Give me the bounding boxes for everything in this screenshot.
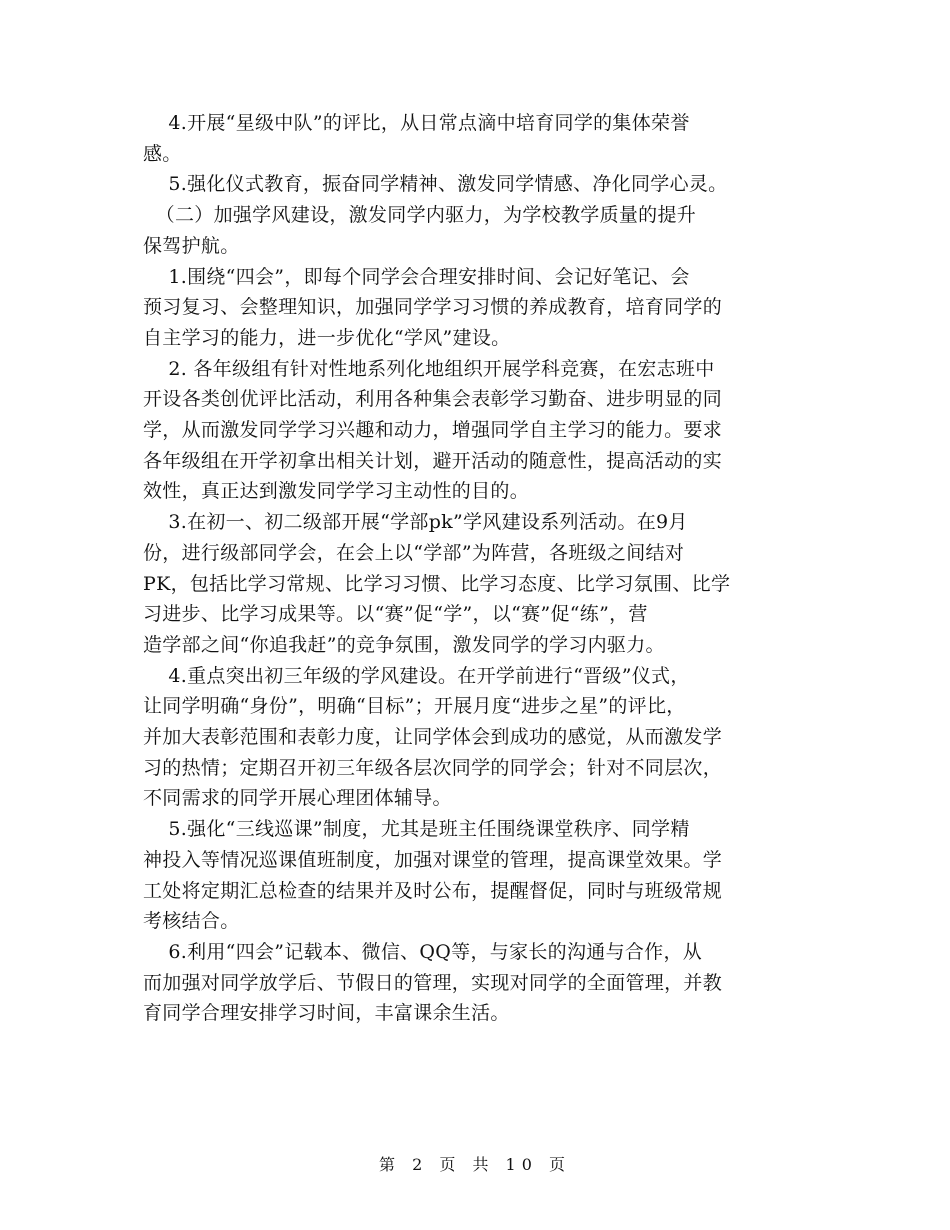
text-line: 并加大表彰范围和表彰力度，让同学体会到成功的感觉，从而激发学 [143, 726, 723, 749]
text-line: 开设各类创优评比活动，利用各种集会表彰学习勤奋、进步明显的同 [143, 388, 723, 411]
text-line: 工处将定期汇总检查的结果并及时公布，提醒督促，同时与班级常规 [143, 879, 723, 902]
page-footer: 第 2 页 共 10 页 [379, 1155, 571, 1174]
text-line: 不同需求的同学开展心理团体辅导。 [143, 787, 452, 810]
text-line: PK，包括比学习常规、比学习习惯、比学习态度、比学习氛围、比学 [143, 572, 731, 595]
paragraph [143, 200, 815, 261]
text-line: 1.围绕“四会”，即每个同学会合理安排时间、会记好笔记、会 [143, 265, 690, 288]
paragraph [143, 661, 815, 815]
text-line: 6.利用“四会”记载本、微信、QQ等，与家长的沟通与合作，从 [143, 940, 703, 963]
text-line: 3.在初一、初二级部开展“学部pk”学风建设系列活动。在9月 [143, 511, 688, 534]
document-body [143, 108, 815, 1029]
paragraph [143, 814, 815, 937]
text-line: 自主学习的能力，进一步优化“学风”建设。 [143, 326, 511, 349]
text-line: 2. 各年级组有针对性地系列化地组织开展学科竞赛，在宏志班中 [143, 357, 715, 380]
text-line: 而加强对同学放学后、节假日的管理，实现对同学的全面管理，并教 [143, 971, 723, 994]
paragraph [143, 169, 815, 200]
text-line: 学，从而激发同学学习兴趣和动力，增强同学自主学习的能力。要求 [143, 419, 723, 442]
paragraph [143, 937, 815, 1029]
text-line: 5.强化“三线巡课”制度，尤其是班主任围绕课堂秩序、同学精 [143, 818, 690, 841]
text-line: 育同学合理安排学习时间，丰富课余生活。 [143, 1002, 510, 1025]
text-line: 造学部之间“你追我赶”的竞争氛围，激发同学的学习内驱力。 [143, 633, 665, 656]
paragraph [143, 354, 815, 508]
text-line: （二）加强学风建设，激发同学内驱力，为学校教学质量的提升 [143, 204, 697, 227]
paragraph [143, 507, 815, 661]
text-line: 让同学明确“身份”，明确“目标”；开展月度“进步之星”的评比， [143, 695, 686, 718]
paragraph [143, 108, 815, 169]
text-line: 各年级组在开学初拿出相关计划，避开活动的随意性，提高活动的实 [143, 449, 723, 472]
text-line: 神投入等情况巡课值班制度，加强对课堂的管理，提高课堂效果。学 [143, 848, 723, 871]
text-line: 4.重点突出初三年级的学风建设。在开学前进行“晋级”仪式， [143, 664, 690, 687]
text-line: 感。 [143, 142, 182, 165]
text-line: 效性，真正达到激发同学学习主动性的目的。 [143, 480, 530, 503]
text-line: 4.开展“星级中队”的评比，从日常点滴中培育同学的集体荣誉 [143, 112, 690, 134]
text-line: 预习复习、会整理知识，加强同学学习习惯的养成教育，培育同学的 [143, 296, 723, 319]
text-line: 习的热情；定期召开初三年级各层次同学的同学会；针对不同层次， [143, 756, 723, 779]
paragraph [143, 262, 815, 354]
text-line: 考核结合。 [143, 910, 240, 933]
text-line: 保驾护航。 [143, 234, 240, 257]
text-line: 习进步、比学习成果等。以“赛”促“学”，以“赛”促“练”，营 [143, 603, 648, 626]
text-line: 份，进行级部同学会，在会上以“学部”为阵营，各班级之间结对 [143, 541, 685, 564]
text-line: 5.强化仪式教育，振奋同学精神、激发同学情感、净化同学心灵。 [143, 173, 728, 196]
